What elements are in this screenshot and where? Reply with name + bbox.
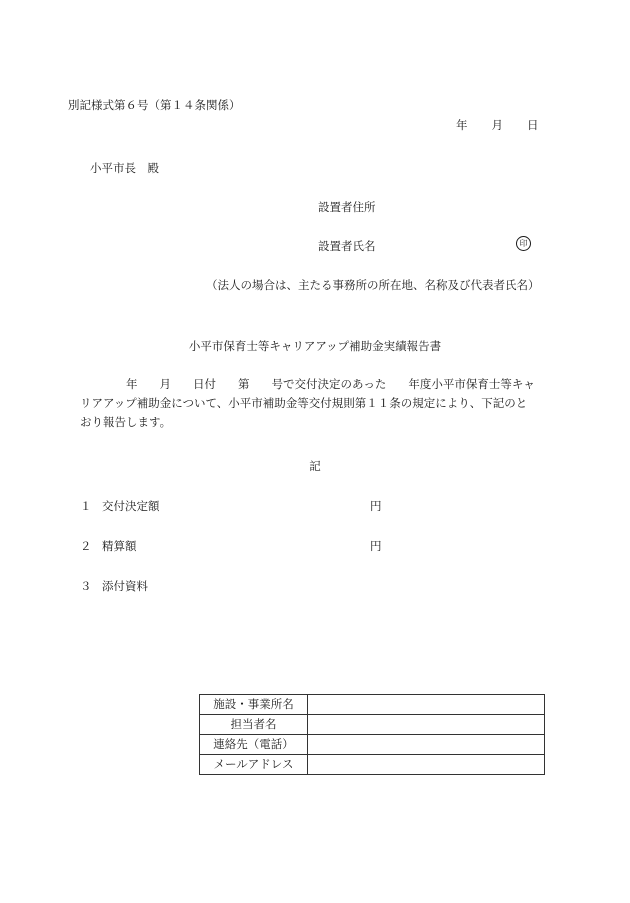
table-row xyxy=(200,755,545,775)
item-label: 交付決定額 xyxy=(102,499,160,513)
date-day: 日 xyxy=(527,118,539,132)
facility-name-field[interactable] xyxy=(308,695,545,715)
body-year: 年 xyxy=(126,377,138,391)
item-number: １ xyxy=(80,499,92,513)
date-year: 年 xyxy=(456,118,468,132)
body-line-2: リアアップ補助金について、小平市補助金等交付規則第１１条の規定により、下記のと xyxy=(80,396,528,410)
corporation-note: （法人の場合は、主たる事務所の所在地、名称及び代表者氏名） xyxy=(206,278,540,292)
contact-person-field[interactable] xyxy=(308,715,545,735)
item-attachments xyxy=(80,578,148,594)
contact-table xyxy=(199,694,545,775)
contact-person-label: 担当者名 xyxy=(200,715,308,735)
date-line xyxy=(456,117,539,133)
item-number: ３ xyxy=(80,579,92,593)
applicant-address-label: 設置者住所 xyxy=(318,200,376,214)
facility-name-label: 施設・事業所名 xyxy=(200,695,308,715)
email-label: メールアドレス xyxy=(200,755,308,775)
phone-label: 連絡先（電話） xyxy=(200,735,308,755)
item-settlement-amount xyxy=(80,538,137,554)
item-label: 精算額 xyxy=(102,539,137,553)
body-number-prefix: 第 xyxy=(238,377,250,391)
email-field[interactable] xyxy=(308,755,545,775)
form-number: 別記様式第６号（第１４条関係） xyxy=(68,98,241,112)
body-line-3: おり報告します。 xyxy=(80,415,172,429)
date-month: 月 xyxy=(491,118,503,132)
body-line-1-rest: 号で交付決定のあった xyxy=(271,377,387,391)
body-line-1 xyxy=(80,375,548,394)
body-month: 月 xyxy=(159,377,171,391)
item-grant-amount-unit: 円 xyxy=(370,499,382,513)
applicant-name-label: 設置者氏名 xyxy=(318,239,376,253)
table-row xyxy=(200,735,545,755)
table-row xyxy=(200,695,545,715)
report-body xyxy=(80,375,548,432)
item-number: ２ xyxy=(80,539,92,553)
table-row xyxy=(200,715,545,735)
addressee: 小平市長 殿 xyxy=(90,161,159,175)
item-grant-amount xyxy=(80,498,160,514)
seal-mark: 印 xyxy=(516,236,531,251)
body-day: 日付 xyxy=(193,377,216,391)
phone-field[interactable] xyxy=(308,735,545,755)
ki-heading: 記 xyxy=(309,459,321,473)
document-title: 小平市保育士等キャリアアップ補助金実績報告書 xyxy=(188,339,442,353)
item-settlement-amount-unit: 円 xyxy=(370,539,382,553)
item-label: 添付資料 xyxy=(102,579,148,593)
body-line-1-tail: 年度小平市保育士等キャ xyxy=(408,377,535,391)
